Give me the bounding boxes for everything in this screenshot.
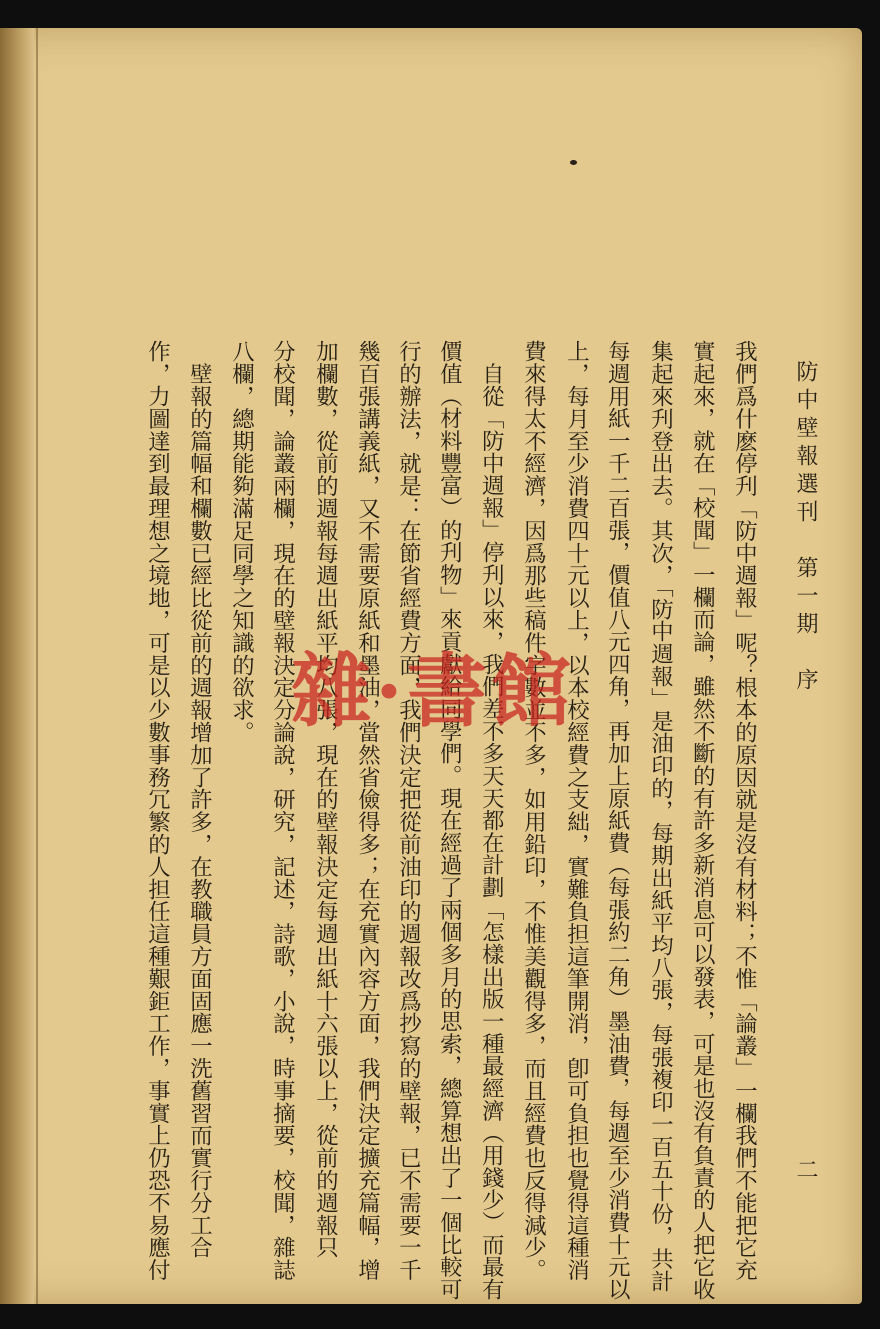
text-column-14: 壁報的篇幅和欄數已經比從前的週報增加了許多，在教職員方面固應一洗舊習而實行分工合 bbox=[186, 340, 213, 1259]
book-page bbox=[0, 28, 862, 1304]
text-column-4: 每週用紙一千二百張，價值八元四角，再加上原紙費（每張約二角）墨油費，每週至少消費十元以 bbox=[604, 340, 631, 1301]
gutter-edge bbox=[36, 28, 38, 1304]
text-column-8: 價值（材料豐富）的刋物」來貢獻給同學們。現在經過了兩個多月的思索，總算想出了一個比較可 bbox=[436, 340, 463, 1301]
text-column-7: 自從「防中週報」停刋以來，我們差不多天天都在計劃「怎樣出版一種最經濟（用錢少）而最有 bbox=[478, 340, 505, 1301]
text-column-15: 作，力圖達到最理想之境地，可是以少數事務冗繁的人担任這種艱鉅工作，事實上仍恐不易應付 bbox=[144, 340, 171, 1281]
library-watermark-stamp bbox=[268, 636, 598, 746]
page-number: 二 bbox=[793, 1158, 818, 1180]
text-column-11: 加欄數，從前的週報每週出紙平均八張，現在的壁報決定每週出紙十六張以上，從前的週報只 bbox=[312, 340, 339, 1259]
text-column-9: 行的辦法，就是：在節省經費方面，我們決定把從前油印的週報改爲抄寫的壁報，已不需要一千 bbox=[395, 340, 422, 1281]
text-column-10: 幾百張講義紙，又不需要原紙和墨油，當然省儉得多；在充實內容方面，我們決定擴充篇幅，增 bbox=[354, 340, 381, 1281]
text-column-2: 實起來，就在「校聞」一欄而論，雖然不斷的有許多新消息可以發表，可是也沒有負責的人把它收 bbox=[689, 340, 716, 1301]
stamp-text: 雜·書館 bbox=[291, 644, 575, 738]
text-column-13: 八欄，總期能夠滿足同學之知識的欲求。 bbox=[228, 340, 255, 744]
text-column-1: 我們爲什麽停刋「防中週報」呢？根本的原因就是沒有材料；不惟「論叢」一欄我們不能把它充 bbox=[731, 340, 758, 1281]
text-column-5: 上，每月至少消費四十元以上，以本校經費之支絀，實難負担這筆開消，卽可負担也覺得這種消 bbox=[563, 340, 590, 1281]
running-header: 防中壁報選刊 第一期 序 bbox=[793, 360, 818, 696]
text-column-6: 費來得太不經濟，因爲那些稿件字數並不多，如用鉛印，不惟美觀得多，而且經費也反得減少。 bbox=[520, 340, 547, 1281]
book-gutter bbox=[0, 28, 34, 1304]
text-column-12: 分校聞，論叢兩欄，現在的壁報決定分論說，研究，記述，詩歌，小說，時事摘要，校聞，雜誌 bbox=[269, 340, 296, 1281]
text-column-3: 集起來刋登出去。其次，「防中週報」是油印的，每期出紙平均八張，每張複印一百五十份，共計 bbox=[647, 340, 674, 1292]
ink-speck bbox=[570, 160, 577, 165]
